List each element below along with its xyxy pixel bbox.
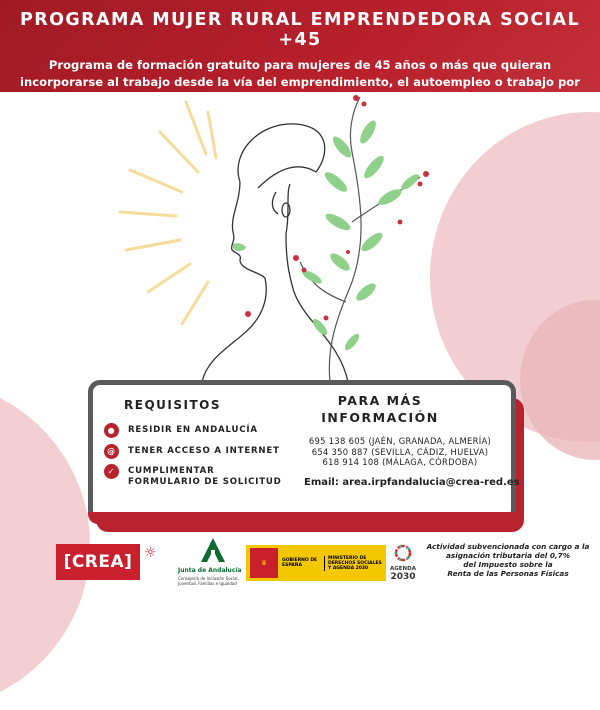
agenda-year: 2030 (390, 572, 416, 582)
junta-emblem-icon (198, 536, 228, 564)
requirement-item (104, 466, 282, 488)
location-pin-icon: ● (104, 423, 119, 438)
page-subtitle: Programa de formación gratuito para mujeres de 45 años o más que quieran incorporarse al trabajo desde la vía del emprendimiento, el autoempleo o trabajo por cuenta ajena (20, 58, 580, 106)
info-title (300, 392, 460, 426)
spain-shield-icon: ♛ (250, 548, 278, 578)
agenda-label: AGENDA (390, 566, 416, 572)
junta-sub-label: Consejería de Inclusión Social, Juventud, Familias e Igualdad (178, 576, 239, 586)
card-red-bar (88, 512, 516, 524)
subvention-line: Actividad subvencionada con cargo a la (426, 542, 590, 551)
requirement-label: TENER ACCESO A INTERNET (128, 446, 280, 456)
woman-with-plant-illustration (90, 92, 510, 384)
subvention-note (420, 542, 596, 578)
gob-label: GOBIERNO DE ESPAÑA (282, 558, 318, 568)
agenda-ring-icon (394, 544, 412, 562)
phone-list (300, 436, 500, 468)
header-banner (0, 0, 600, 106)
checkmark-icon: ✓ (104, 464, 119, 479)
requirement-label: CUMPLIMENTAR FORMULARIO DE SOLICITUD (128, 466, 282, 487)
phone-number[interactable]: 618 914 108 (MÁLAGA, CÓRDOBA) (322, 457, 478, 467)
subvention-line: asignación tributaria del 0,7% (445, 551, 571, 560)
phone-number[interactable]: 695 138 605 (JAÉN, GRANADA, ALMERÍA) (308, 436, 492, 446)
phone-number[interactable]: 654 350 887 (SEVILLA, CÁDIZ, HUELVA) (311, 446, 489, 457)
lips-icon (233, 243, 246, 251)
requirements-title: REQUISITOS (124, 398, 221, 412)
page-title: PROGRAMA MUJER RURAL EMPRENDEDORA SOCIAL +45 (19, 10, 580, 50)
contact-email[interactable]: Email: area.irpfandalucia@crea-red.es (304, 477, 520, 488)
gob-ministry-label: MINISTERIO DE DERECHOS SOCIALES Y AGENDA 2030 (324, 556, 382, 571)
subvention-line: Renta de las Personas Físicas (447, 569, 569, 578)
requirement-item (104, 446, 280, 459)
junta-andalucia-logo (178, 536, 242, 592)
requirement-label: RESIDIR EN ANDALUCÍA (128, 425, 258, 435)
junta-label: Junta de Andalucía (178, 567, 242, 574)
agenda-2030-logo (386, 544, 420, 584)
lightbulb-icon: ☼ (144, 545, 157, 561)
gobierno-espana-logo (246, 545, 386, 581)
woman-outline-icon (202, 124, 348, 382)
crea-logo: [CREA] (56, 544, 140, 580)
requirement-item (104, 425, 258, 438)
subvention-line: del Impuesto sobre la (463, 560, 553, 569)
info-title-line1: PARA MÁS (337, 393, 423, 408)
sun-rays-icon (120, 102, 216, 324)
plant-stem-icon (300, 97, 420, 382)
at-sign-icon: @ (104, 444, 119, 459)
info-title-line2: INFORMACIÓN (321, 410, 439, 425)
